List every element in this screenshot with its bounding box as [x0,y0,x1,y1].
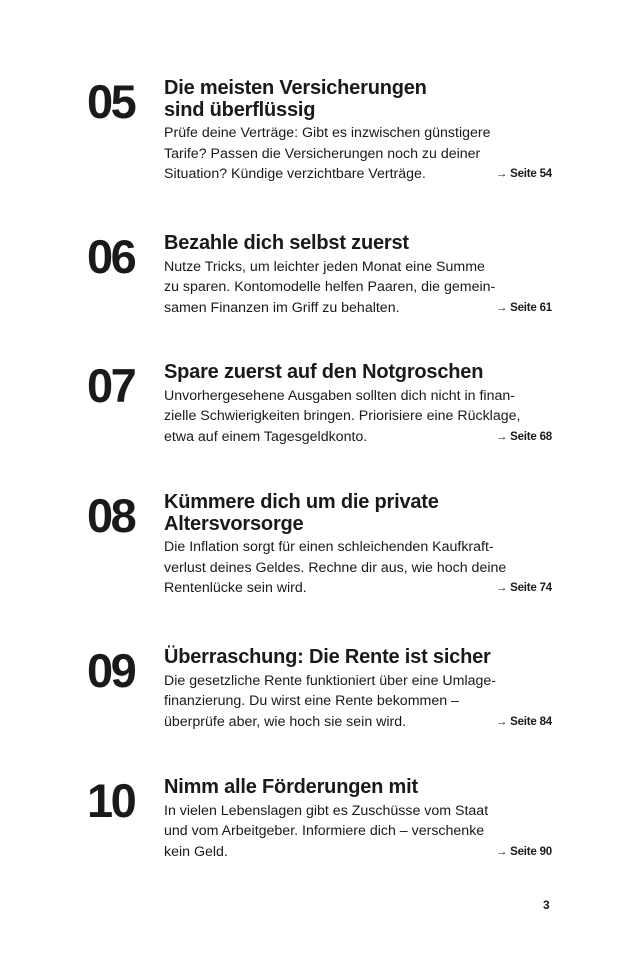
entry-title: Bezahle dich selbst zuerst [164,232,409,254]
entry-title: Die meisten Versicherungen sind überflüssig [164,77,427,121]
entry-title: Kümmere dich um die private Altersvorsorge [164,491,439,535]
entry-content [164,362,556,447]
entry-content [164,78,556,185]
entry-number: 06 [87,230,135,283]
entry-text [164,671,556,733]
entry-text [164,386,556,448]
entry-number: 10 [87,774,135,827]
entry-content [164,233,556,318]
entry-text-body: Prüfe deine Verträge: Gibt es inzwischen günstigere Tarife? Passen die Versicherungen noch zu deiner Situation? Kündige verzichtbare Verträge. [164,125,491,182]
entry-content [164,492,556,599]
page-reference-link[interactable]: → Seite 84 [495,715,552,728]
entry-content [164,647,556,732]
entry-number: 07 [87,359,135,412]
entry-text-body: Unvorhergesehene Ausgaben sollten dich nicht in finan- zielle Schwierigkeiten bringen. Priorisiere eine Rücklage, etwa auf einem Tagesgeldkonto. [164,387,521,445]
entry-number: 05 [87,75,135,128]
entry-text-body: Die Inflation sorgt für einen schleichenden Kaufkraft- verlust deines Geldes. Rechne dir aus, wie hoch deine Rentenlücke sein wird. [164,539,507,596]
entry-text [164,257,556,319]
entry-text [164,123,556,185]
page-reference-link[interactable]: → Seite 68 [495,430,552,443]
entry-number: 09 [87,644,135,697]
entry-title: Nimm alle Förderungen mit [164,776,418,798]
page-reference-link[interactable]: → Seite 54 [495,168,552,180]
entry-text [164,537,556,599]
entry-title: Überraschung: Die Rente ist sicher [164,646,491,668]
entry-text-body: Die gesetzliche Rente funktioniert über eine Umlage- finanzierung. Du wirst eine Rente bekommen – überprüfe aber, wie hoch sie sein wird. [164,672,497,730]
entry-text-body: In vielen Lebenslagen gibt es Zuschüsse vom Staat und vom Arbeitgeber. Informiere dich – verschenke kein Geld. [164,802,489,860]
entry-text [164,801,556,863]
page-reference-link[interactable]: → Seite 74 [495,582,552,594]
page-number: 3 [543,898,550,912]
page-reference-link[interactable]: → Seite 61 [495,301,552,314]
entry-content [164,777,556,862]
entry-number: 08 [87,489,135,542]
entry-title: Spare zuerst auf den Notgroschen [164,361,484,383]
page-reference-link[interactable]: → Seite 90 [495,845,552,858]
entry-text-body: Nutze Tricks, um leichter jeden Monat eine Summe zu sparen. Kontomodelle helfen Paaren, die gemein- samen Finanzen im Griff zu behalten. [164,258,496,316]
